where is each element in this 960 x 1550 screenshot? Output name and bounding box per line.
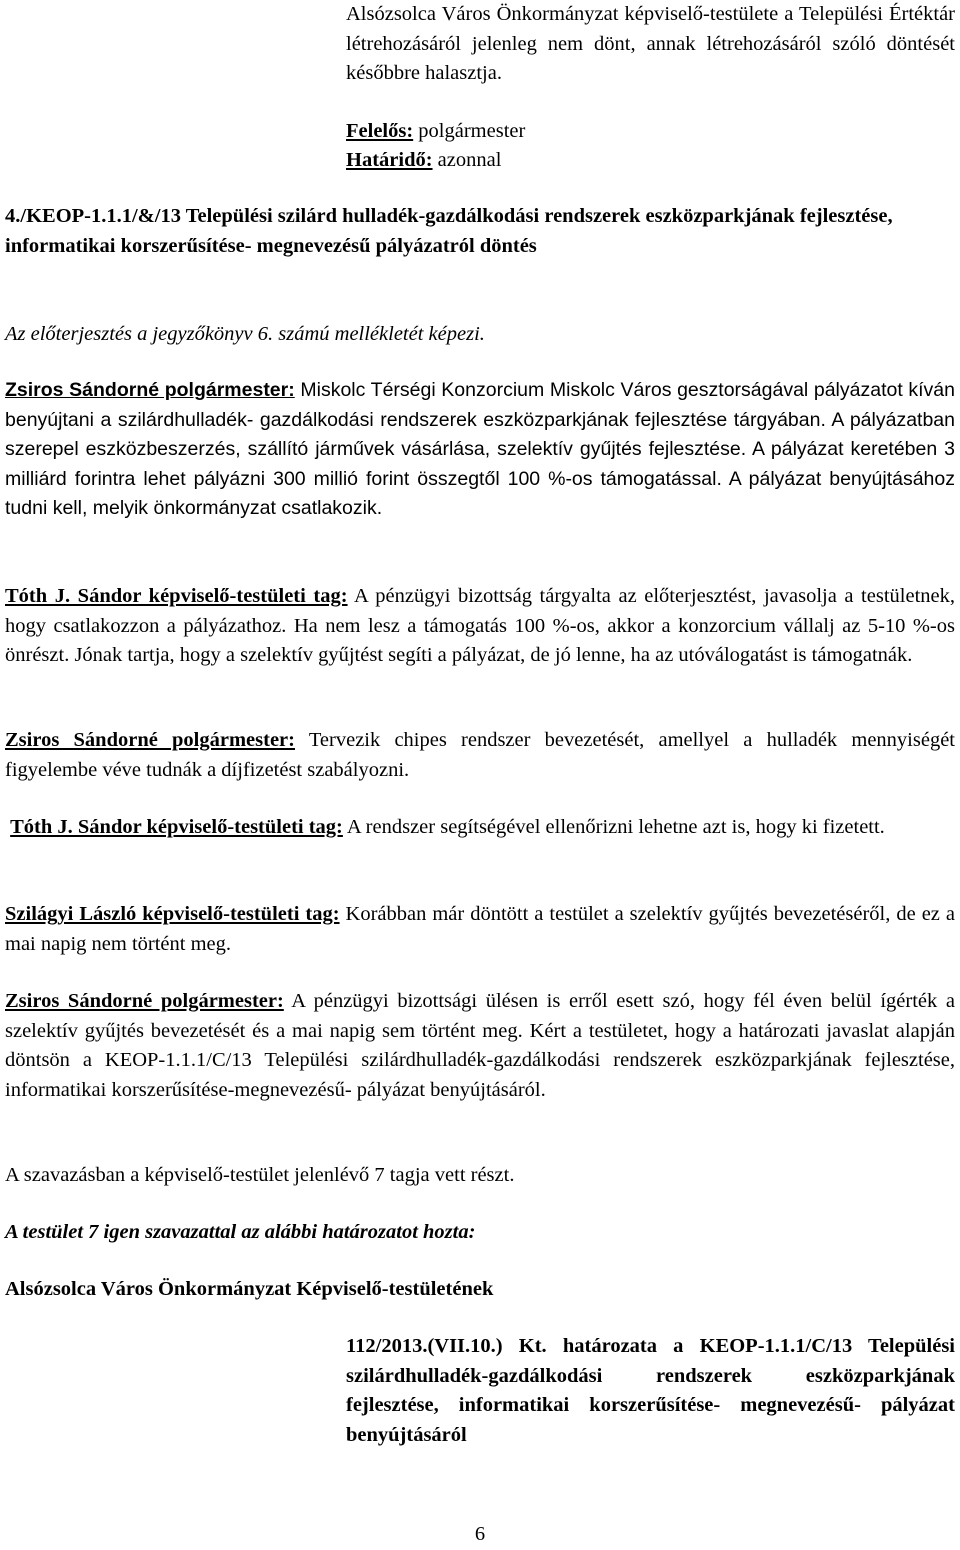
speech-text: A rendszer segítségével ellenőrizni lehetne azt is, hogy ki fizetett.	[342, 816, 885, 838]
deadline-line	[346, 146, 955, 176]
decision-paragraph: Alsózsolca Város Önkormányzat képviselő-testülete a Települési Értéktár létrehozásáról jelenleg nem dönt, annak létrehozásáról szóló döntését későbbre halasztja.	[346, 3, 955, 84]
speech-text-2: A pályázatban szerepel eszközbeszerzés, szállító járművek vásárlása, szelektív gyűjtés fejlesztése. A pályázat keretében 3 milliárd forintra lehet pályázni 300 millió forint összegtől 100 %-os támogatással. A pályázat benyújtásához tudni kell, melyik önkormányzat csatlakozik.	[5, 408, 955, 519]
speech-4	[5, 813, 955, 843]
responsible-value: polgármester	[413, 120, 526, 142]
resolution-intro: A testület 7 igen szavazattal az alábbi határozatot hozta:	[5, 1221, 476, 1243]
speech-6	[5, 987, 955, 1105]
resolution-title: 112/2013.(VII.10.) Kt. határozata a KEOP-1.1.1/C/13 Települési szilárdhulladék-gazdálkodási rendszerek eszközparkjának fejlesztése, informatikai korszerűsítése- megnevezésű- pályázat benyújtásáról	[346, 1335, 955, 1446]
speech-speaker: Tóth J. Sándor képviselő-testületi tag:	[10, 816, 343, 838]
speech-1	[5, 376, 955, 524]
speech-text: A pénzügyi bizottság tárgyalta az előterjesztést, javasolja a testületnek, hogy csatlakozzon a pályázathoz. Ha nem lesz a támogatás 100 %-os, akkor a konzorcium vállalj az 5-10 %-os önrészt. Jónak tartja, hogy a szelektív gyűjtést segíti a pályázat, de jó lenne, ha az utóválogatást is támogatnák.	[5, 585, 955, 666]
speech-2	[5, 582, 955, 671]
speech-speaker: Zsiros Sándorné polgármester:	[5, 379, 295, 401]
deadline-label: Határidő:	[346, 149, 433, 171]
agenda-heading: 4./KEOP-1.1.1/&/13 Települési szilárd hulladék-gazdálkodási rendszerek eszközparkjának fejlesztése, informatikai korszerűsítése- megnevezésű pályázatról döntés	[5, 205, 893, 257]
vote-sentence: A szavazásban a képviselő-testület jelenlévő 7 tagja vett részt.	[5, 1164, 515, 1186]
deadline-value: azonnal	[432, 149, 502, 171]
body-name: Alsózsolca Város Önkormányzat Képviselő-testületének	[5, 1278, 494, 1300]
speech-text: Miskolc Térségi Konzorcium Miskolc Város gesztorságával pályázatot kíván benyújtani a szilárdhulladék- gazdálkodási rendszerek eszközparkjának fejlesztése tárgyában.	[5, 379, 955, 431]
attachment-note: Az előterjesztés a jegyzőkönyv 6. számú mellékletét képezi.	[5, 323, 485, 345]
responsible-label: Felelős:	[346, 120, 414, 142]
speech-3	[5, 726, 955, 785]
page-number: 6	[474, 1523, 486, 1545]
speech-text: Korábban már döntött a testület a szelektív gyűjtés bevezetéséről, de ez a mai napig nem történt meg.	[5, 903, 955, 955]
speech-text: Tervezik chipes rendszer bevezetését, amellyel a hulladék mennyiségét figyelembe véve tudnák a díjfizetést szabályozni.	[5, 729, 955, 781]
speech-5	[5, 900, 955, 959]
speech-speaker: Zsiros Sándorné polgármester:	[5, 729, 295, 751]
speech-speaker: Tóth J. Sándor képviselő-testületi tag:	[5, 585, 348, 607]
speech-speaker: Szilágyi László képviselő-testületi tag:	[5, 903, 340, 925]
speech-speaker: Zsiros Sándorné polgármester:	[5, 990, 284, 1012]
speech-text: A pénzügyi bizottsági ülésen is erről esett szó, hogy fél éven belül ígérték a szelektív gyűjtés bevezetését és a mai napig sem történt meg. Kért a testületet, hogy a határozati javaslat alapján döntsön a KEOP-1.1.1/C/13 Települési szilárdhulladék-gazdálkodási rendszerek eszközparkjának fejlesztése, informatikai korszerűsítése-megnevezésű- pályázat benyújtásáról.	[5, 990, 955, 1101]
responsible-line	[346, 117, 955, 147]
